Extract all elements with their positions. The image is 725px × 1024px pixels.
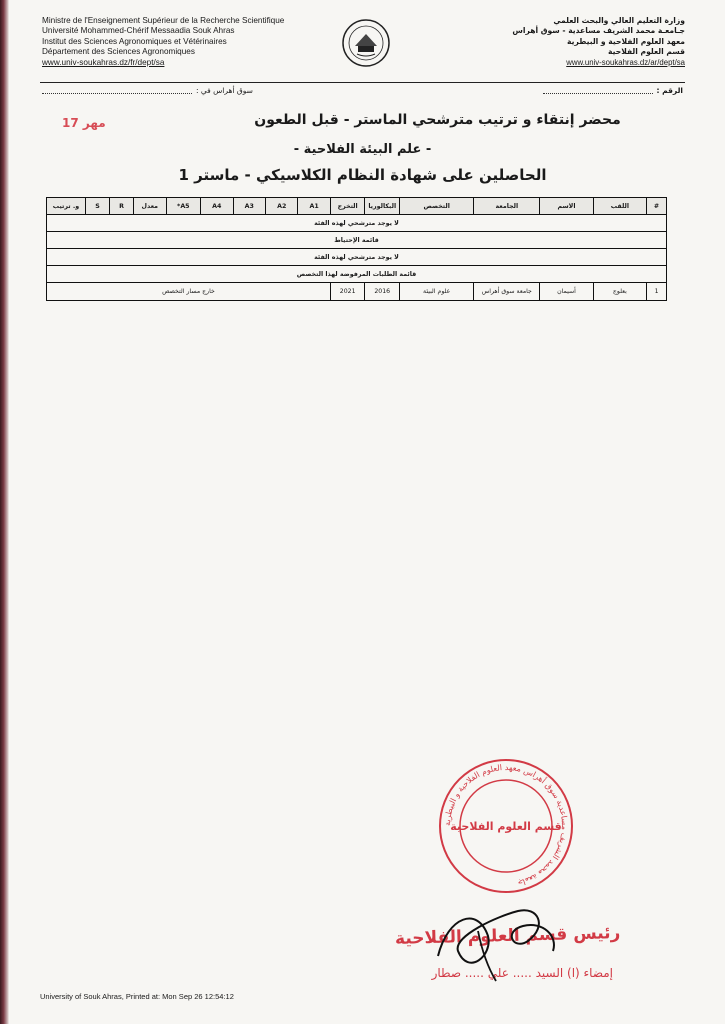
- header-ar-line: قسم العلوم الفلاحية: [608, 47, 685, 57]
- col-header: A1: [298, 198, 330, 215]
- handwritten-signature-icon: [418, 896, 568, 986]
- col-header: اللقب: [593, 198, 646, 215]
- cell-bac: 2016: [365, 283, 400, 301]
- col-header: #: [647, 198, 667, 215]
- header-fr-line: Ministre de l'Enseignement Supérieur de la Recherche Scientifique: [42, 16, 285, 25]
- header-fr-line: Université Mohammed-Chérif Messaadia Souk Ahras: [42, 26, 235, 36]
- university-logo-icon: [341, 18, 391, 68]
- header-fr-link[interactable]: www.univ-soukahras.dz/fr/dept/sa: [42, 57, 165, 67]
- col-header: البكالوريا: [365, 198, 400, 215]
- header-ar-line: جـامعـة محمد الشريف مساعدية - سوق أهراس: [512, 26, 685, 36]
- table-row: [47, 232, 667, 249]
- col-header: A5*: [166, 198, 201, 215]
- header-divider: [40, 82, 685, 83]
- col-header: A4: [201, 198, 233, 215]
- seal-center-text: قسم العلوم الفلاحية: [450, 820, 562, 833]
- place-dotted-line: [42, 93, 192, 94]
- col-header: التخرج: [330, 198, 365, 215]
- info-row-text: لا يوجد مترشحي لهذه الفئة: [47, 215, 667, 232]
- header-fr-line: Département des Sciences Agronomiques: [42, 47, 195, 57]
- signatory-title: رئيس قسم العلوم الفلاحية: [394, 923, 621, 949]
- header-arabic: [455, 16, 685, 68]
- header-french: [42, 16, 342, 68]
- info-row-text: قائمة الطلبات المرفوضة لهذا التخصص: [47, 266, 667, 283]
- header-ar-line: وزارة التعليم العالي والبحث العلمي: [553, 16, 685, 25]
- col-header: معدل: [134, 198, 166, 215]
- col-header: R: [110, 198, 134, 215]
- col-header: S: [85, 198, 109, 215]
- header-fr-line: Institut des Sciences Agronomiques et Vétérinaires: [42, 36, 227, 46]
- category-title: الحاصلين على شهادة النظام الكلاسيكي - ماستر 1: [178, 166, 547, 184]
- table-header-row: [47, 198, 667, 215]
- document-title: محضر إنتقاء و ترتيب مترشحي الماستر - قبل الطعون: [254, 112, 621, 128]
- candidates-table: [46, 197, 667, 301]
- table-row: [47, 215, 667, 232]
- header-ar-link[interactable]: www.univ-soukahras.dz/ar/dept/sa: [566, 57, 685, 67]
- col-header: A3: [233, 198, 265, 215]
- col-header: التخصص: [399, 198, 473, 215]
- info-row-text: قائمة الإحتياط: [47, 232, 667, 249]
- place-label: سوق أهراس في :: [196, 86, 253, 95]
- specialty-title: - علم البيئة الفلاحية -: [293, 142, 432, 157]
- col-header: و. ترتيب: [47, 198, 86, 215]
- department-seal-icon: [436, 756, 576, 896]
- info-row-text: لا يوجد مترشحي لهذه الفئة: [47, 249, 667, 266]
- table-row: [47, 249, 667, 266]
- cell-lastname: بعلوج: [593, 283, 646, 301]
- cell-grad: 2021: [330, 283, 365, 301]
- seal-ring-text: جامعة محمد الشريف مساعدية سوق أهراس معهد العلوم الفلاحية و البيطرية: [442, 762, 570, 888]
- header-ar-line: معهد العلوم الفلاحية و البيطرية: [567, 36, 685, 46]
- cell-university: جامعة سوق أهراس: [474, 283, 540, 301]
- date-stamp: 17 مهر: [62, 116, 106, 130]
- table-row: [47, 266, 667, 283]
- number-dotted-line: [543, 93, 653, 94]
- print-footer: University of Souk Ahras, Printed at: Mon Sep 26 12:54:12: [40, 992, 234, 1001]
- cell-firstname: أسيمان: [540, 283, 593, 301]
- col-header: الجامعة: [474, 198, 540, 215]
- cell-specialty: علوم البيئة: [399, 283, 473, 301]
- col-header: الاسم: [540, 198, 593, 215]
- col-header: A2: [265, 198, 297, 215]
- signatory-name: إمضاء (ا) السيد ..... علي ..... صطار: [431, 966, 613, 980]
- cell-num: 1: [647, 283, 667, 301]
- number-label: الرقم :: [656, 86, 683, 95]
- table-row: [47, 283, 667, 301]
- cell-remark: خارج مسار التخصص: [47, 283, 331, 301]
